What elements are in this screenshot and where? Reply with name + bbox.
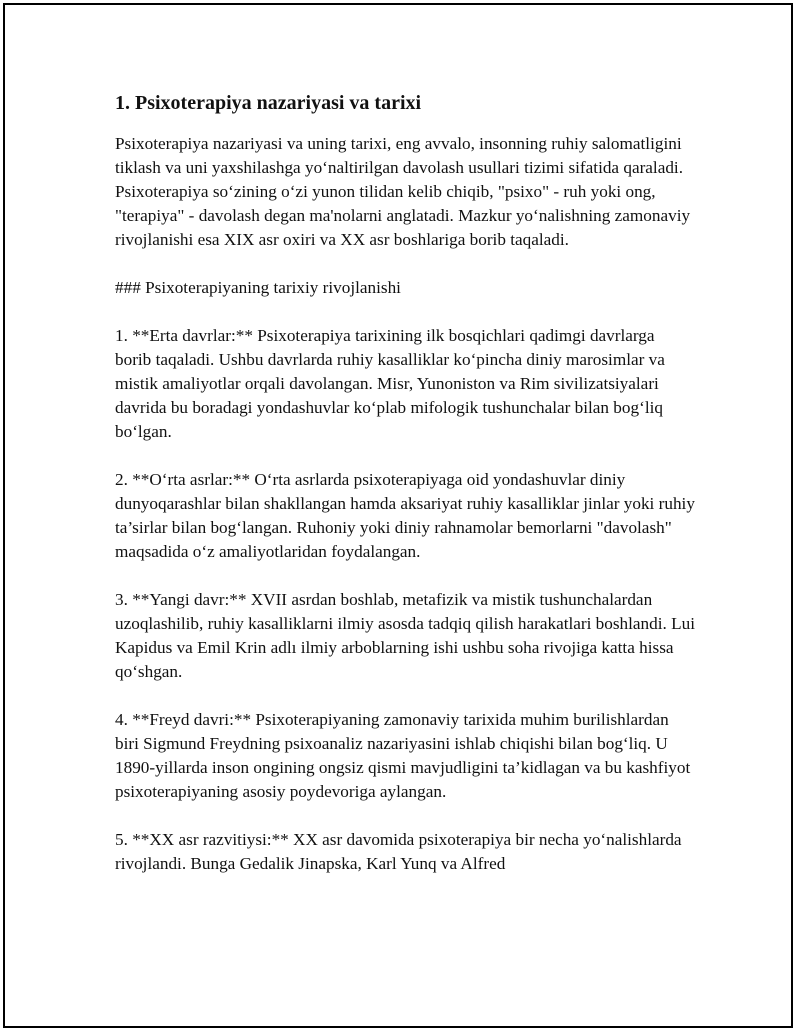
list-item: 5. **XX asr razvitiysi:** XX asr davomida psixoterapiya bir necha yo‘nalishlarda rivojlandi. Bunga Gedalik Jinapska, Karl Yunq va Alfred [115, 830, 682, 873]
list-item: 1. **Erta davrlar:** Psixoterapiya tarixining ilk bosqichlari qadimgi davrlarga borib taqaladi. Ushbu davrlarda ruhiy kasalliklar ko‘pincha diniy marosimlar va mistik amaliyotlar orqali davolangan. Misr, Yunoniston va Rim sivilizatsiyalari davrida bu boradagi yondashuvlar ko‘plab mifologik tushunchalar bilan bog‘liq bo‘lgan. [115, 326, 665, 441]
list-item: 4. **Freyd davri:** Psixoterapiyaning zamonaviy tarixida muhim burilishlardan biri Sigmund Freydning psixoanaliz nazariyasini ishlab chiqishi bilan bog‘liq. U 1890-yillarda inson ongining ongsiz qismi mavjudligini ta’kidlagan va bu kashfiyot psixoterapiyaning asosiy poydevoriga aylangan. [115, 710, 691, 801]
document-body [115, 88, 695, 900]
list-item: 2. **O‘rta asrlar:** O‘rta asrlarda psixoterapiyaga oid yondashuvlar diniy dunyoqarashlar bilan shakllangan hamda aksariyat ruhiy kasalliklar jinlar yoki ruhiy ta’sirlar bilan bog‘langan. Ruhoniy yoki diniy rahnamolar bemorlarni "davolash" maqsadida o‘z amaliyotlaridan foydalangan. [115, 470, 695, 561]
list-item: 3. **Yangi davr:** XVII asrdan boshlab, metafizik va mistik tushunchalardan uzoqlashilib, ruhiy kasalliklarni ilmiy asosda tadqiq qilish harakatlari boshlandi. Lui Kapidus va Emil Krin adlı ilmiy arboblarning ishi ushbu soha rivojiga katta hissa qo‘shgan. [115, 590, 695, 681]
document-title: 1. Psixoterapiya nazariyasi va tarixi [115, 92, 422, 114]
intro-paragraph: Psixoterapiya nazariyasi va uning tarixi, eng avvalo, insonning ruhiy salomatligini tiklash va uni yaxshilashga yo‘naltirilgan davolash usullari tizimi sifatida qaraladi. Psixoterapiya so‘zining o‘zi yunon tilidan kelib chiqib, "psixo" - ruh yoki ong, "terapiya" - davolash degan ma'nolarni anglatadi. Mazkur yo‘nalishning zamonaviy rivojlanishi esa XIX asr oxiri va XX asr boshlariga borib taqaladi. [115, 134, 691, 249]
section-heading: ### Psixoterapiyaning tarixiy rivojlanishi [115, 278, 401, 297]
